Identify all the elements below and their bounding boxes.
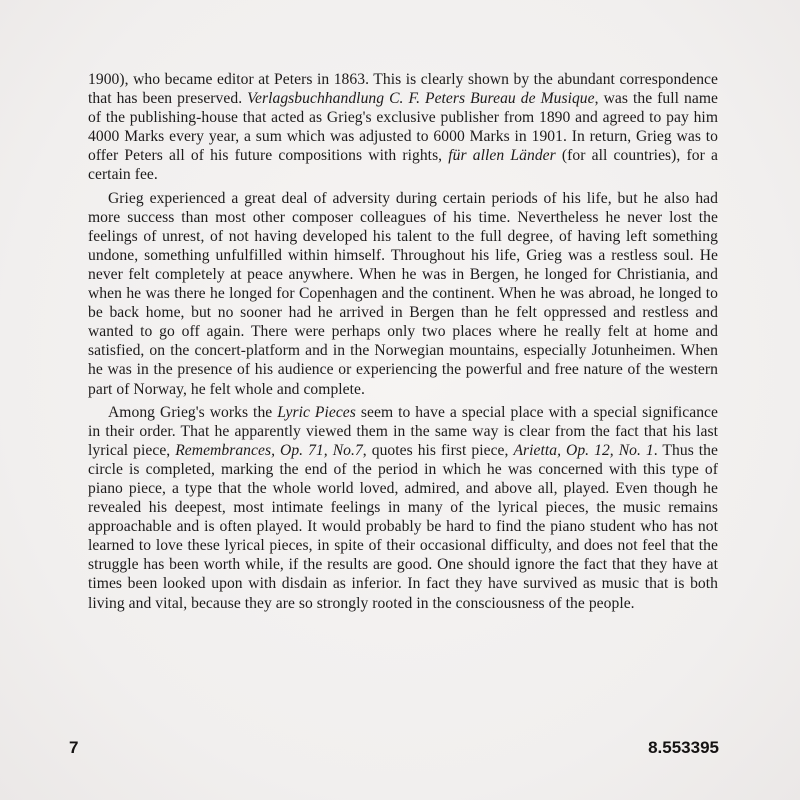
- text-run: . Thus the circle is completed, marking the end of the period in which he was concerned with this type of piano piece, a type that the whole world loved, admired, and above all, played. Even though he revealed his deepest, most intimate feelings in many of the lyrical pieces, the music remains approachable and is often played. It would probably be hard to find the piano student who has not learned to love these lyrical pieces, in spite of their occasional difficulty, and does not feel that the struggle has been worth while, if the results are good. One should ignore the fact that they have at times been looked upon with disdain as inferior. In fact they have survived as music that is both living and vital, because they are so strongly rooted in the consciousness of the people.: [88, 441, 718, 612]
- page-number: 7: [69, 738, 79, 757]
- text-run: seem to have a special place with a special significance in their order. That he apparently viewed them in the same way is clear from the fact that his last lyrical piece,: [88, 403, 718, 459]
- text-run: , was the full name of the publishing-house that acted as Grieg's exclusive publisher from 1890 and agreed to pay him 4000 Marks every year, a sum which was adjusted to 6000 Marks in 1901. In return, Grieg was to offer Peters all of his future compositions with rights,: [88, 90, 718, 165]
- catalog-number: 8.553395: [648, 738, 719, 757]
- text-run: (for all countries), for a certain fee.: [88, 147, 718, 184]
- italic-title: für allen Länder: [448, 147, 556, 165]
- text-run: Grieg experienced a great deal of adversity during certain periods of his life, but he also had more success than most other composer colleagues of his time. Nevertheless he never lost the feelings of unrest, of not having developed his talent to the full degree, of having left something undone, something unfulfilled within himself. Throughout his life, Grieg was a restless soul. He never felt completely at peace anywhere. When he was in Bergen, he longed for Christiania, and when he was there he longed for Copenhagen and the continent. When he was abroad, he longed to be back home, but no sooner had he arrived in Bergen than he felt oppressed and restless and wanted to go off again. There were perhaps only two places where he really felt at home and satisfied, on the concert-platform and in the Norwegian mountains, especially Jotunheimen. When he was in the presence of his audience or experiencing the powerful and free nature of the western part of Norway, he felt whole and complete.: [88, 189, 718, 398]
- italic-title: Arietta, Op. 12, No. 1: [513, 441, 654, 459]
- body-text: [88, 70, 718, 613]
- paragraph-1: [88, 70, 718, 185]
- text-run: Among Grieg's works the: [108, 403, 278, 421]
- italic-title: Verlagsbuchhandlung C. F. Peters Bureau de Musique: [247, 90, 595, 108]
- text-run: 1900), who became editor at Peters in 1863. This is clearly shown by the abundant correspondence that has been preserved.: [88, 71, 718, 108]
- italic-title: Lyric Pieces: [277, 403, 356, 421]
- paragraph-3: [88, 403, 718, 613]
- text-run: , quotes his first piece,: [362, 441, 514, 459]
- italic-title: Remembrances, Op. 71, No.7: [175, 441, 363, 459]
- paragraph-2: [88, 189, 718, 399]
